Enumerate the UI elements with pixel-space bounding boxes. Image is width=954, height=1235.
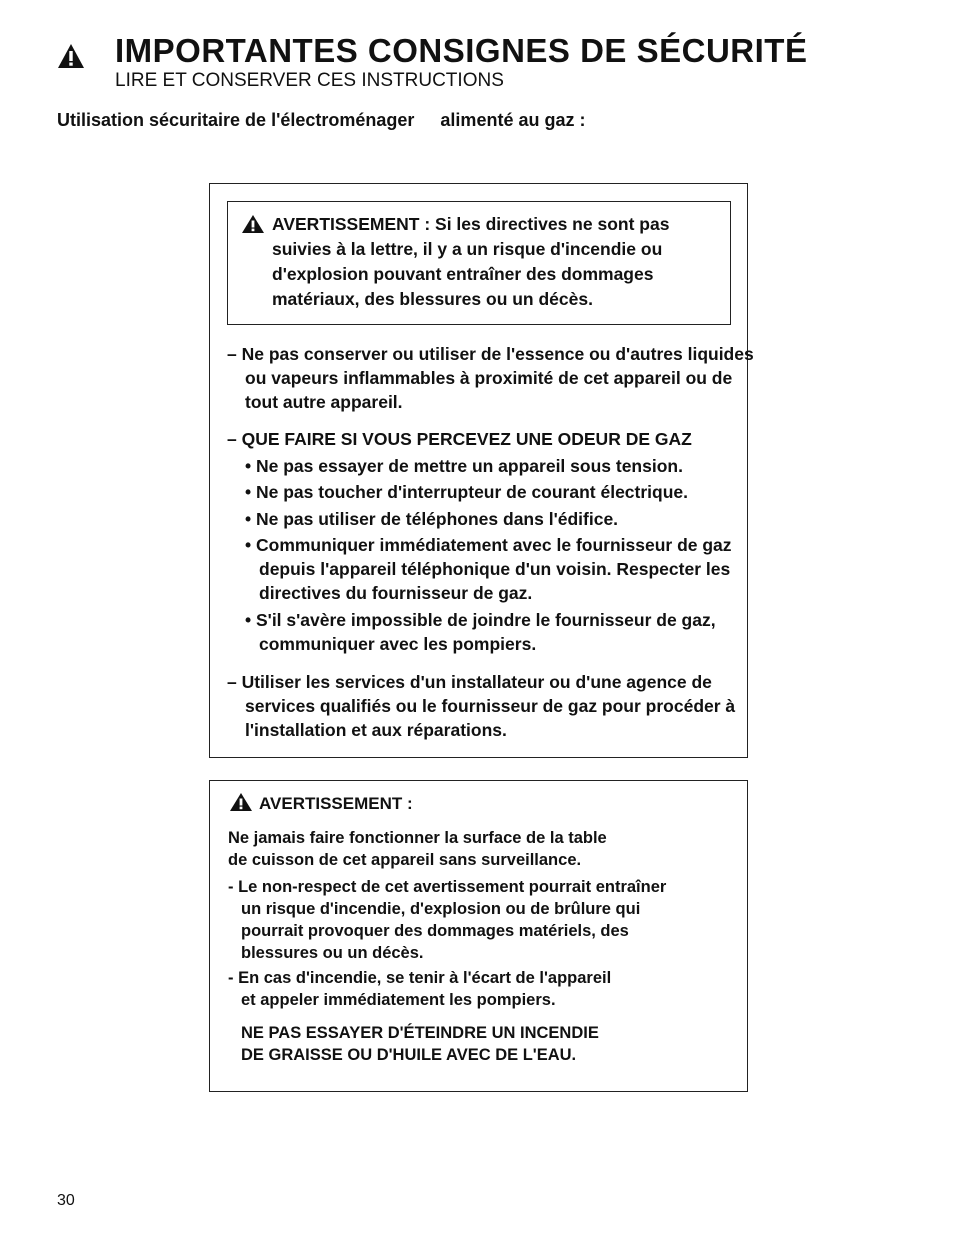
warning-line: - En cas d'incendie, se tenir à l'écart de l'appareil: [228, 969, 612, 987]
warning-line: blessures ou un décès.: [241, 944, 424, 962]
warning-line: NE PAS ESSAYER D'ÉTEINDRE UN INCENDIE: [241, 1024, 599, 1042]
section-heading-part2: alimenté au gaz :: [440, 110, 586, 130]
gas-safety-box: [209, 183, 754, 758]
warning-line: un risque d'incendie, d'explosion ou de brûlure qui: [241, 900, 641, 918]
bullet-item: • Ne pas toucher d'interrupteur de courant électrique.: [245, 482, 689, 502]
warning-line: et appeler immédiatement les pompiers.: [241, 991, 556, 1009]
section-heading: [57, 110, 585, 131]
warning-line: - Le non-respect de cet avertissement pourrait entraîner: [228, 878, 667, 896]
warning-triangle-icon: [57, 43, 85, 69]
bullet-item: • Ne pas utiliser de téléphones dans l'édifice.: [245, 509, 619, 529]
section-heading-part1: Utilisation sécuritaire de l'électroménager: [57, 110, 415, 130]
qualified-installer-item: – Utiliser les services d'un installateur ou d'une agence de services qualifiés ou le fournisseur de gaz pour procéder à l'installation et aux réparations.: [227, 672, 736, 740]
explosion-warning-text: AVERTISSEMENT : Si les directives ne sont pas suivies à la lettre, il y a un risque d'incendie ou d'explosion pouvant entraîner des dommages matériaux, des blessures ou un décès.: [272, 214, 670, 309]
warning-line: pourrait provoquer des dommages matériels, des: [241, 922, 629, 940]
page-number: 30: [57, 1192, 75, 1209]
gas-odor-heading: – QUE FAIRE SI VOUS PERCEVEZ UNE ODEUR DE GAZ: [227, 429, 692, 449]
cooktop-warning-box: [209, 780, 748, 1092]
warning-triangle-icon: [241, 214, 265, 234]
no-flammables-item: – Ne pas conserver ou utiliser de l'essence ou d'autres liquides ou vapeurs inflammables à proximité de cet appareil ou de tout autre appareil.: [227, 344, 754, 412]
bullet-item: • S'il s'avère impossible de joindre le fournisseur de gaz, communiquer avec les pompiers.: [245, 610, 716, 654]
warning-line: de cuisson de cet appareil sans surveillance.: [228, 851, 582, 869]
bullet-item: • Ne pas essayer de mettre un appareil sous tension.: [245, 456, 683, 476]
explosion-warning-box: [227, 201, 731, 325]
warning-line: Ne jamais faire fonctionner la surface de la table: [228, 829, 607, 847]
warning-line: DE GRAISSE OU D'HUILE AVEC DE L'EAU.: [241, 1046, 577, 1064]
page-title: IMPORTANTES CONSIGNES DE SÉCURITÉ: [115, 32, 808, 69]
warning-label: AVERTISSEMENT :: [259, 794, 413, 813]
warning-triangle-icon: [229, 792, 253, 812]
page-subtitle: LIRE ET CONSERVER CES INSTRUCTIONS: [115, 70, 504, 91]
bullet-item: • Communiquer immédiatement avec le fournisseur de gaz depuis l'appareil téléphonique d'un voisin. Respecter les directives du fournisseur de gaz.: [245, 535, 732, 603]
